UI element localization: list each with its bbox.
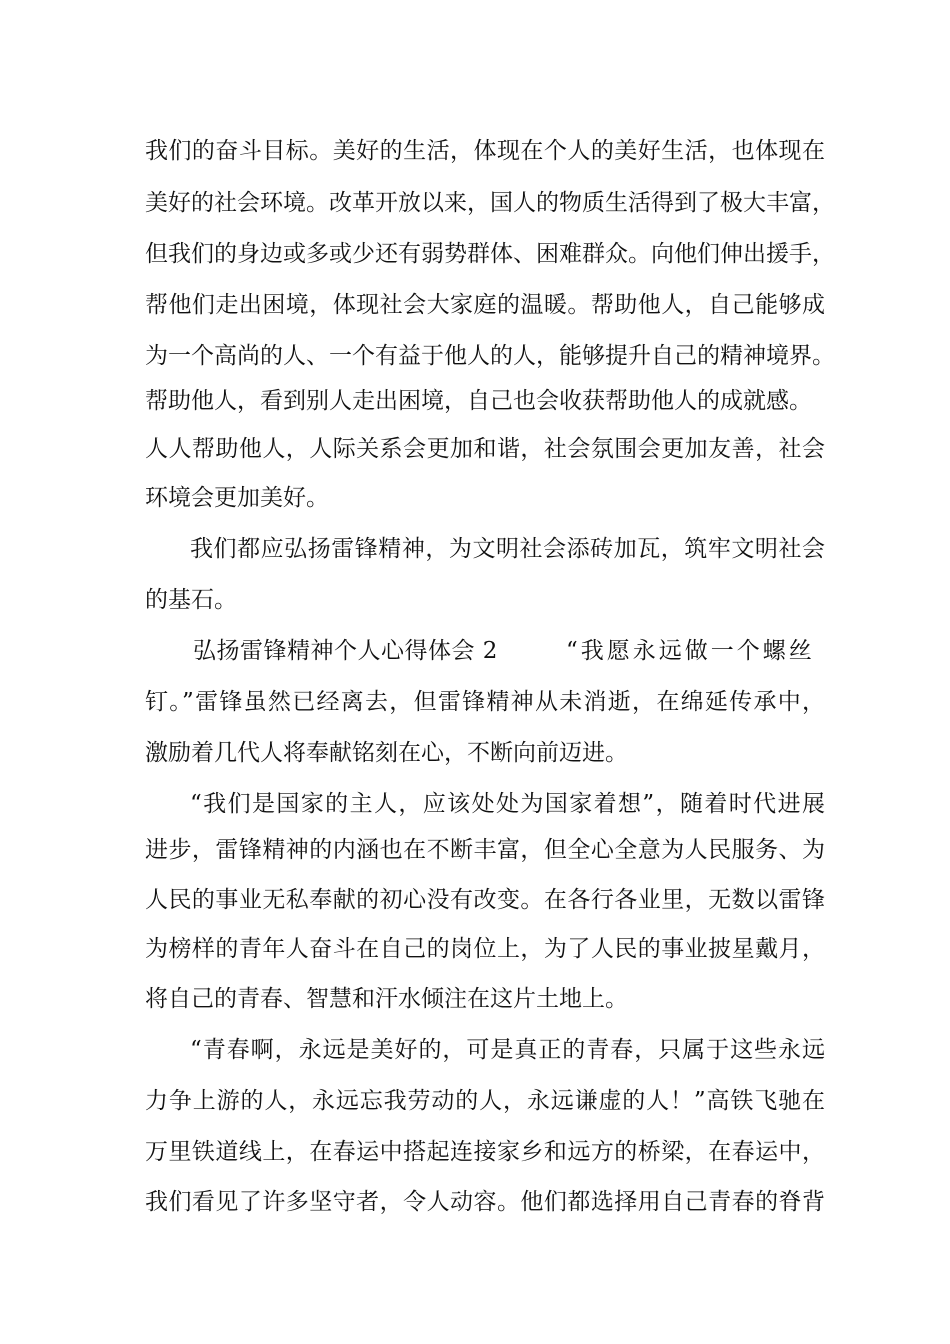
text-line: 我们都应弘扬雷锋精神，为文明社会添砖加瓦，筑牢文明社会 — [190, 536, 825, 562]
text-line: 万里铁道线上，在春运中搭起连接家乡和远方的桥梁，在春运中， — [145, 1139, 825, 1165]
text-line: “我们是国家的主人，应该处处为国家着想”，随着时代进展 — [190, 791, 825, 817]
section-heading: 弘扬雷锋精神个人心得体会 2 — [193, 638, 498, 664]
text-line: 但我们的身边或多或少还有弱势群体、困难群众。向他们伸出援手， — [145, 241, 835, 267]
text-line: 钉。”雷锋虽然已经离去，但雷锋精神从未消逝，在绵延传承中， — [145, 689, 825, 715]
text-line: 人人帮助他人，人际关系会更加和谐，社会氛围会更加友善，社会 — [145, 436, 825, 462]
text-line: 进步，雷锋精神的内涵也在不断丰富，但全心全意为人民服务、为 — [145, 837, 825, 863]
text-line: “青春啊，永远是美好的，可是真正的青春，只属于这些永远 — [190, 1037, 825, 1063]
text-line: 将自己的青春、智慧和汗水倾注在这片土地上。 — [145, 986, 628, 1012]
text-line: 激励着几代人将奉献铭刻在心，不断向前迈进。 — [145, 740, 628, 766]
text-line: 为榜样的青年人奋斗在自己的岗位上，为了人民的事业披星戴月， — [145, 936, 825, 962]
text-line: 人民的事业无私奉献的初心没有改变。在各行各业里，无数以雷锋 — [145, 887, 825, 913]
text-line: 的基石。 — [145, 587, 237, 613]
text-line: 环境会更加美好。 — [145, 485, 329, 511]
text-line: 帮他们走出困境，体现社会大家庭的温暖。帮助他人，自己能够成 — [145, 292, 825, 318]
text-line: 我们看见了许多坚守者，令人动容。他们都选择用自己青春的脊背 — [145, 1189, 825, 1215]
text-line: 帮助他人，看到别人走出困境，自己也会收获帮助他人的成就感。 — [145, 388, 812, 414]
text-line: 力争上游的人，永远忘我劳动的人，永远谦虚的人！”高铁飞驰在 — [145, 1088, 825, 1114]
text-line: 我们的奋斗目标。美好的生活，体现在个人的美好生活，也体现在 — [145, 138, 825, 164]
quote-start: “我愿永远做一个螺丝 — [566, 638, 815, 664]
text-line: 美好的社会环境。改革开放以来，国人的物质生活得到了极大丰富， — [145, 190, 835, 216]
text-line: 为一个高尚的人、一个有益于他人的人，能够提升自己的精神境界。 — [145, 343, 835, 369]
